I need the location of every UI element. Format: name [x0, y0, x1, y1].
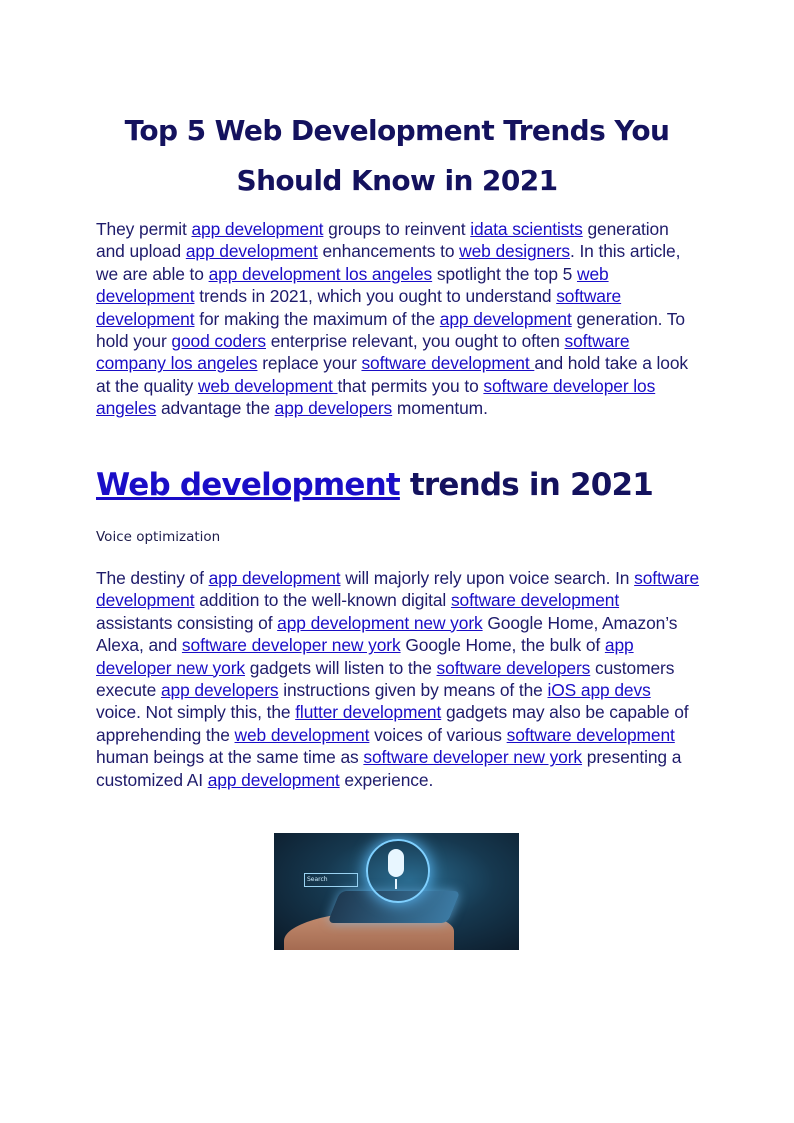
microphone-icon: [388, 849, 404, 877]
text-run: enterprise relevant, you ought to often: [266, 331, 565, 352]
text-run: generation and upload: [96, 219, 669, 262]
text-run: spotlight the top 5: [432, 263, 577, 284]
inline-link[interactable]: software developer new york: [363, 747, 583, 768]
text-run: The destiny of: [96, 568, 209, 588]
inline-link[interactable]: idata scientists: [470, 219, 583, 239]
text-run: They permit: [96, 219, 192, 239]
page-title: Top 5 Web Development Trends You Should Know in 2021: [124, 114, 670, 197]
text-run: generation. To hold your: [96, 308, 685, 352]
microphone-stem: [395, 879, 397, 889]
section-heading-rest: trends in 2021: [399, 467, 654, 503]
text-run: . In this article, we are able to: [96, 241, 681, 284]
text-run: voice. Not simply this, the: [96, 702, 296, 723]
text-run: for making the maximum of the: [194, 308, 440, 329]
inline-link[interactable]: software development: [96, 286, 622, 329]
inline-link[interactable]: app development: [191, 219, 324, 239]
intro-paragraph: [96, 218, 700, 420]
section-heading-link[interactable]: Web development: [96, 467, 400, 503]
text-run: instructions given by means of the: [278, 680, 548, 701]
inline-link[interactable]: software developers: [436, 657, 591, 678]
text-run: will majorly rely upon voice search. In: [340, 568, 635, 588]
text-run: customers execute: [96, 657, 675, 701]
inline-link[interactable]: app development: [439, 308, 572, 329]
voice-paragraph: [96, 567, 700, 791]
text-run: Google Home, the bulk of: [400, 635, 605, 656]
text-run: replace your: [257, 353, 362, 374]
text-run: trends in 2021, which you ought to understand: [194, 286, 557, 307]
inline-link[interactable]: software company los angeles: [96, 331, 630, 374]
inline-link[interactable]: app developers: [274, 398, 393, 419]
text-run: assistants consisting of: [96, 612, 278, 633]
inline-link[interactable]: app development los angeles: [208, 263, 433, 284]
inline-link[interactable]: app developers: [160, 680, 279, 701]
text-run: momentum.: [392, 398, 488, 419]
subheading: Voice optimization: [96, 529, 221, 545]
text-run: addition to the well-known digital: [194, 590, 451, 611]
inline-link[interactable]: web development: [96, 263, 609, 307]
inline-link[interactable]: software development: [506, 724, 675, 745]
inline-link[interactable]: software development: [361, 353, 535, 374]
inline-link[interactable]: software development: [96, 568, 700, 611]
inline-link[interactable]: app developer new york: [96, 635, 634, 678]
inline-link[interactable]: app development: [208, 568, 341, 588]
search-bar-graphic: Search: [304, 873, 358, 887]
section-heading: [96, 463, 716, 507]
inline-link[interactable]: software development: [450, 590, 620, 611]
text-run: gadgets may also be capable of apprehending the: [96, 702, 689, 745]
text-run: experience.: [339, 769, 434, 790]
text-run: Google Home, Amazon’s Alexa, and: [96, 612, 678, 656]
text-run: voices of various: [369, 724, 507, 745]
voice-search-image: [274, 833, 519, 950]
inline-link[interactable]: app development: [207, 769, 340, 790]
text-run: groups to reinvent: [323, 219, 471, 239]
text-run: gadgets will listen to the: [245, 657, 437, 678]
inline-link[interactable]: software developer new york: [181, 635, 401, 656]
text-run: enhancements to: [317, 241, 460, 262]
inline-link[interactable]: web designers: [459, 241, 570, 262]
inline-link[interactable]: app development: [185, 241, 318, 262]
inline-link[interactable]: app development new york: [277, 612, 483, 633]
text-run: human beings at the same time as: [96, 747, 364, 768]
text-run: advantage the: [156, 398, 275, 419]
inline-link[interactable]: flutter development: [295, 702, 442, 723]
inline-link[interactable]: iOS app devs: [547, 680, 651, 701]
inline-link[interactable]: software developer los angeles: [96, 375, 656, 419]
text-run: that permits you to: [337, 375, 484, 396]
inline-link[interactable]: web development: [234, 724, 370, 745]
text-run: presenting a customized AI: [96, 747, 682, 790]
inline-link[interactable]: good coders: [171, 331, 266, 352]
text-run: and hold take a look at the quality: [96, 353, 688, 396]
inline-link[interactable]: web development: [197, 375, 338, 396]
